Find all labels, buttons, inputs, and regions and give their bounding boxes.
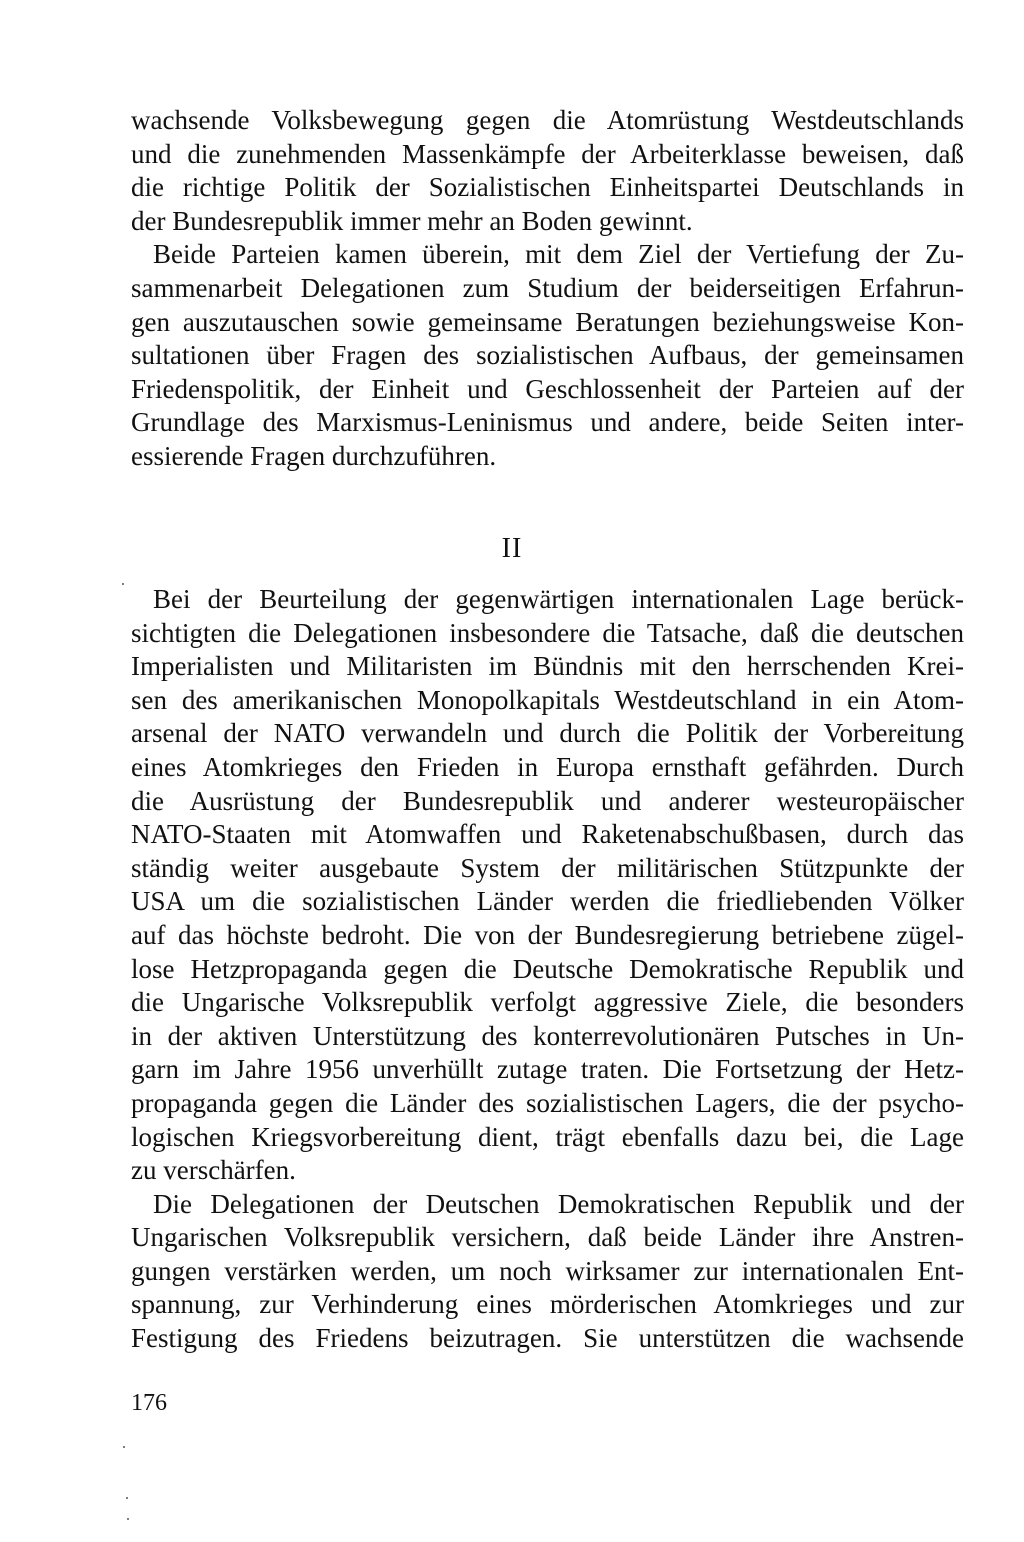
scan-speck <box>123 1446 125 1448</box>
text-line: Festigung des Friedens beizutragen. Sie unterstützen die wachsende <box>131 1323 964 1354</box>
paragraph-continued <box>131 104 964 238</box>
text-line: essierende Fragen durchzuführen. <box>131 440 497 471</box>
text-block-lower <box>131 583 964 1356</box>
text-line: die richtige Politik der Sozialistischen Einheitspartei Deutschlands in <box>131 172 964 203</box>
scan-speck <box>127 1518 129 1520</box>
text-line: gungen verstärken werden, um noch wirksamer zur internationalen Ent- <box>131 1255 964 1286</box>
text-line: der Bundesrepublik immer mehr an Boden gewinnt. <box>131 205 693 236</box>
text-line: die Ungarische Volksrepublik verfolgt aggressive Ziele, die besonders <box>131 987 964 1018</box>
paragraph-situation <box>131 583 964 1188</box>
text-line: Beide Parteien kamen überein, mit dem Ziel der Vertiefung der Zu- <box>153 239 964 270</box>
text-line: arsenal der NATO verwandeln und durch die Politik der Vorbereitung <box>131 718 964 749</box>
text-line: in der aktiven Unterstützung des konterrevolutionären Putsches in Un- <box>131 1020 964 1051</box>
text-line: USA um die sozialistischen Länder werden die friedliebenden Völker <box>131 886 964 917</box>
text-line: auf das höchste bedroht. Die von der Bundesregierung betriebene zügel- <box>131 919 964 950</box>
paragraph-parties <box>131 238 964 473</box>
text-line: propaganda gegen die Länder des sozialistischen Lagers, die der psycho- <box>131 1087 964 1118</box>
section-heading: II <box>501 533 523 564</box>
text-line: Bei der Beurteilung der gegenwärtigen internationalen Lage berück- <box>153 584 964 614</box>
text-line: Grundlage des Marxismus-Leninismus und andere, beide Seiten inter- <box>131 407 964 438</box>
text-line: lose Hetzpropaganda gegen die Deutsche Demokratische Republik und <box>131 953 964 984</box>
text-line: sen des amerikanischen Monopolkapitals Westdeutschland in ein Atom- <box>131 684 964 715</box>
text-line: gen auszutauschen sowie gemeinsame Beratungen beziehungsweise Kon- <box>131 306 964 337</box>
text-line: eines Atomkrieges den Frieden in Europa ernsthaft gefährden. Durch <box>131 751 964 782</box>
text-line: Friedenspolitik, der Einheit und Geschlossenheit der Parteien auf der <box>131 373 964 404</box>
text-line: logischen Kriegsvorbereitung dient, trägt ebenfalls dazu bei, die Lage <box>131 1121 964 1152</box>
text-line: und die zunehmenden Massenkämpfe der Arbeiterklasse beweisen, daß <box>131 138 964 169</box>
text-line: Die Delegationen der Deutschen Demokratischen Republik und der <box>153 1188 964 1219</box>
text-line: NATO-Staaten mit Atomwaffen und Raketenabschußbasen, durch das <box>131 819 964 850</box>
paragraph-delegations <box>131 1188 964 1356</box>
text-line: die Ausrüstung der Bundesrepublik und anderer westeuropäischer <box>131 785 964 816</box>
text-line: zu verschärfen. <box>131 1155 296 1186</box>
scan-speck <box>126 1497 128 1499</box>
text-line: wachsende Volksbewegung gegen die Atomrüstung Westdeutschlands <box>131 105 964 135</box>
text-line: sichtigten die Delegationen insbesondere die Tatsache, daß die deutschen <box>131 617 964 648</box>
text-line: garn im Jahre 1956 unverhüllt zutage traten. Die Fortsetzung der Hetz- <box>131 1054 964 1085</box>
page-number: 176 <box>131 1390 167 1416</box>
text-line: sammenarbeit Delegationen zum Studium der beiderseitigen Erfahrun- <box>131 272 964 303</box>
text-line: Ungarischen Volksrepublik versichern, daß beide Länder ihre Anstren- <box>131 1222 964 1253</box>
text-line: sultationen über Fragen des sozialistischen Aufbaus, der gemeinsamen <box>131 340 964 371</box>
scan-speck <box>122 583 124 585</box>
text-line: ständig weiter ausgebaute System der militärischen Stützpunkte der <box>131 852 964 883</box>
text-line: Imperialisten und Militaristen im Bündnis mit den herrschenden Krei- <box>131 651 964 682</box>
text-block-upper <box>131 104 964 474</box>
text-line: spannung, zur Verhinderung eines mörderischen Atomkrieges und zur <box>131 1289 964 1320</box>
